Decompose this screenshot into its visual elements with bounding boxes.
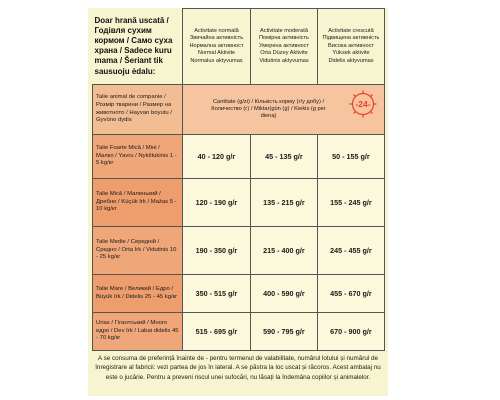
amount-moderate: 400 - 590 g/г (251, 275, 318, 313)
feeding-guide-sheet (88, 8, 388, 396)
table-row (93, 275, 385, 313)
amount-moderate: 135 - 215 g/г (251, 179, 318, 227)
amount-normal: 120 - 190 g/г (183, 179, 251, 227)
activity-moderate-label: Activitate moderată Помірна активність Умерена активност Orta Düzey Aktivite Vidutinis aktyvumas (258, 27, 310, 64)
activity-moderate (251, 9, 318, 85)
feeding-table (92, 8, 385, 351)
size-label: Talie Medie / Середній / Средно / Orta Irk / Vidutinis 10 - 25 kg/кг (93, 227, 183, 275)
activity-high-label: Activitate crescută Підвищена активність Висока активност Yüksek aktivite Didelis aktyvumas (322, 27, 380, 64)
badge-text: -24- (355, 99, 371, 110)
quantity-header-row (93, 85, 385, 135)
table-row (93, 313, 385, 351)
product-name: Doar hrană uscată / Годівля сухим кормом / Само суха храна / Sadece kuru mama / Šeriant tik sausuoju ėdalu: (94, 15, 173, 76)
size-label: Talie Mică / Маленький / Дребно / Küçük Irk / Mažas 5 - 10 kg/кг (93, 179, 183, 227)
quantity-header-text: Cantitate (g/zi) / Кількість корму (г/у добу) / Количество (г) / Miktar(gün (g) / Kiekis (g per dieną) (211, 98, 326, 120)
amount-normal: 350 - 515 g/г (183, 275, 251, 313)
amount-high: 455 - 670 g/г (318, 275, 385, 313)
24-hours-badge-icon (348, 89, 378, 119)
storage-instructions: A se consuma de preferință înainte de - pentru termenul de valabilitate, numărul lotului și numărul de înregistrare al fabricii: vezi partea de jos în lateral. A se păstra la loc uscat și răcoros. Acest ambalaj nu este o jucărie. Pentru a preveni riscul unei sufocări, nu lăsați la îndemâna copiilor și animalelor. (95, 355, 381, 381)
amount-high: 50 - 155 g/г (318, 135, 385, 179)
size-label: Talie Foarte Mică / Міні / Малко / Yavru / Nykštukinis 1 - 5 kg/кг (93, 135, 183, 179)
amount-moderate: 45 - 135 g/г (251, 135, 318, 179)
amount-high: 245 - 455 g/г (318, 227, 385, 275)
quantity-header (183, 85, 385, 135)
activity-normal (183, 9, 251, 85)
size-header-label: Talie animal de companie / Розмір тварини / Размер на животното / Hayvan boyutu / Gyvūno dydis (93, 85, 183, 135)
amount-high: 155 - 245 g/г (318, 179, 385, 227)
size-label: Talie Mare / Великий / Едро / Büyük Irk / Didelis 25 - 45 kg/кг (93, 275, 183, 313)
amount-normal: 40 - 120 g/г (183, 135, 251, 179)
amount-normal: 190 - 350 g/г (183, 227, 251, 275)
amount-moderate: 590 - 795 g/г (251, 313, 318, 351)
table-row (93, 179, 385, 227)
activity-normal-label: Activitate normală Звичайна активність Нормална активност Normal Aktivite Normalus aktyvumas (189, 27, 244, 64)
size-label: Urias / Гігантський / Много едро / Dev Irk / Labai didelis 45 - 70 kg/кг (93, 313, 183, 351)
amount-high: 670 - 900 g/г (318, 313, 385, 351)
activity-high (318, 9, 385, 85)
header-row (93, 9, 385, 85)
table-row (93, 135, 385, 179)
table-row (93, 227, 385, 275)
amount-moderate: 215 - 400 g/г (251, 227, 318, 275)
amount-normal: 515 - 695 g/г (183, 313, 251, 351)
